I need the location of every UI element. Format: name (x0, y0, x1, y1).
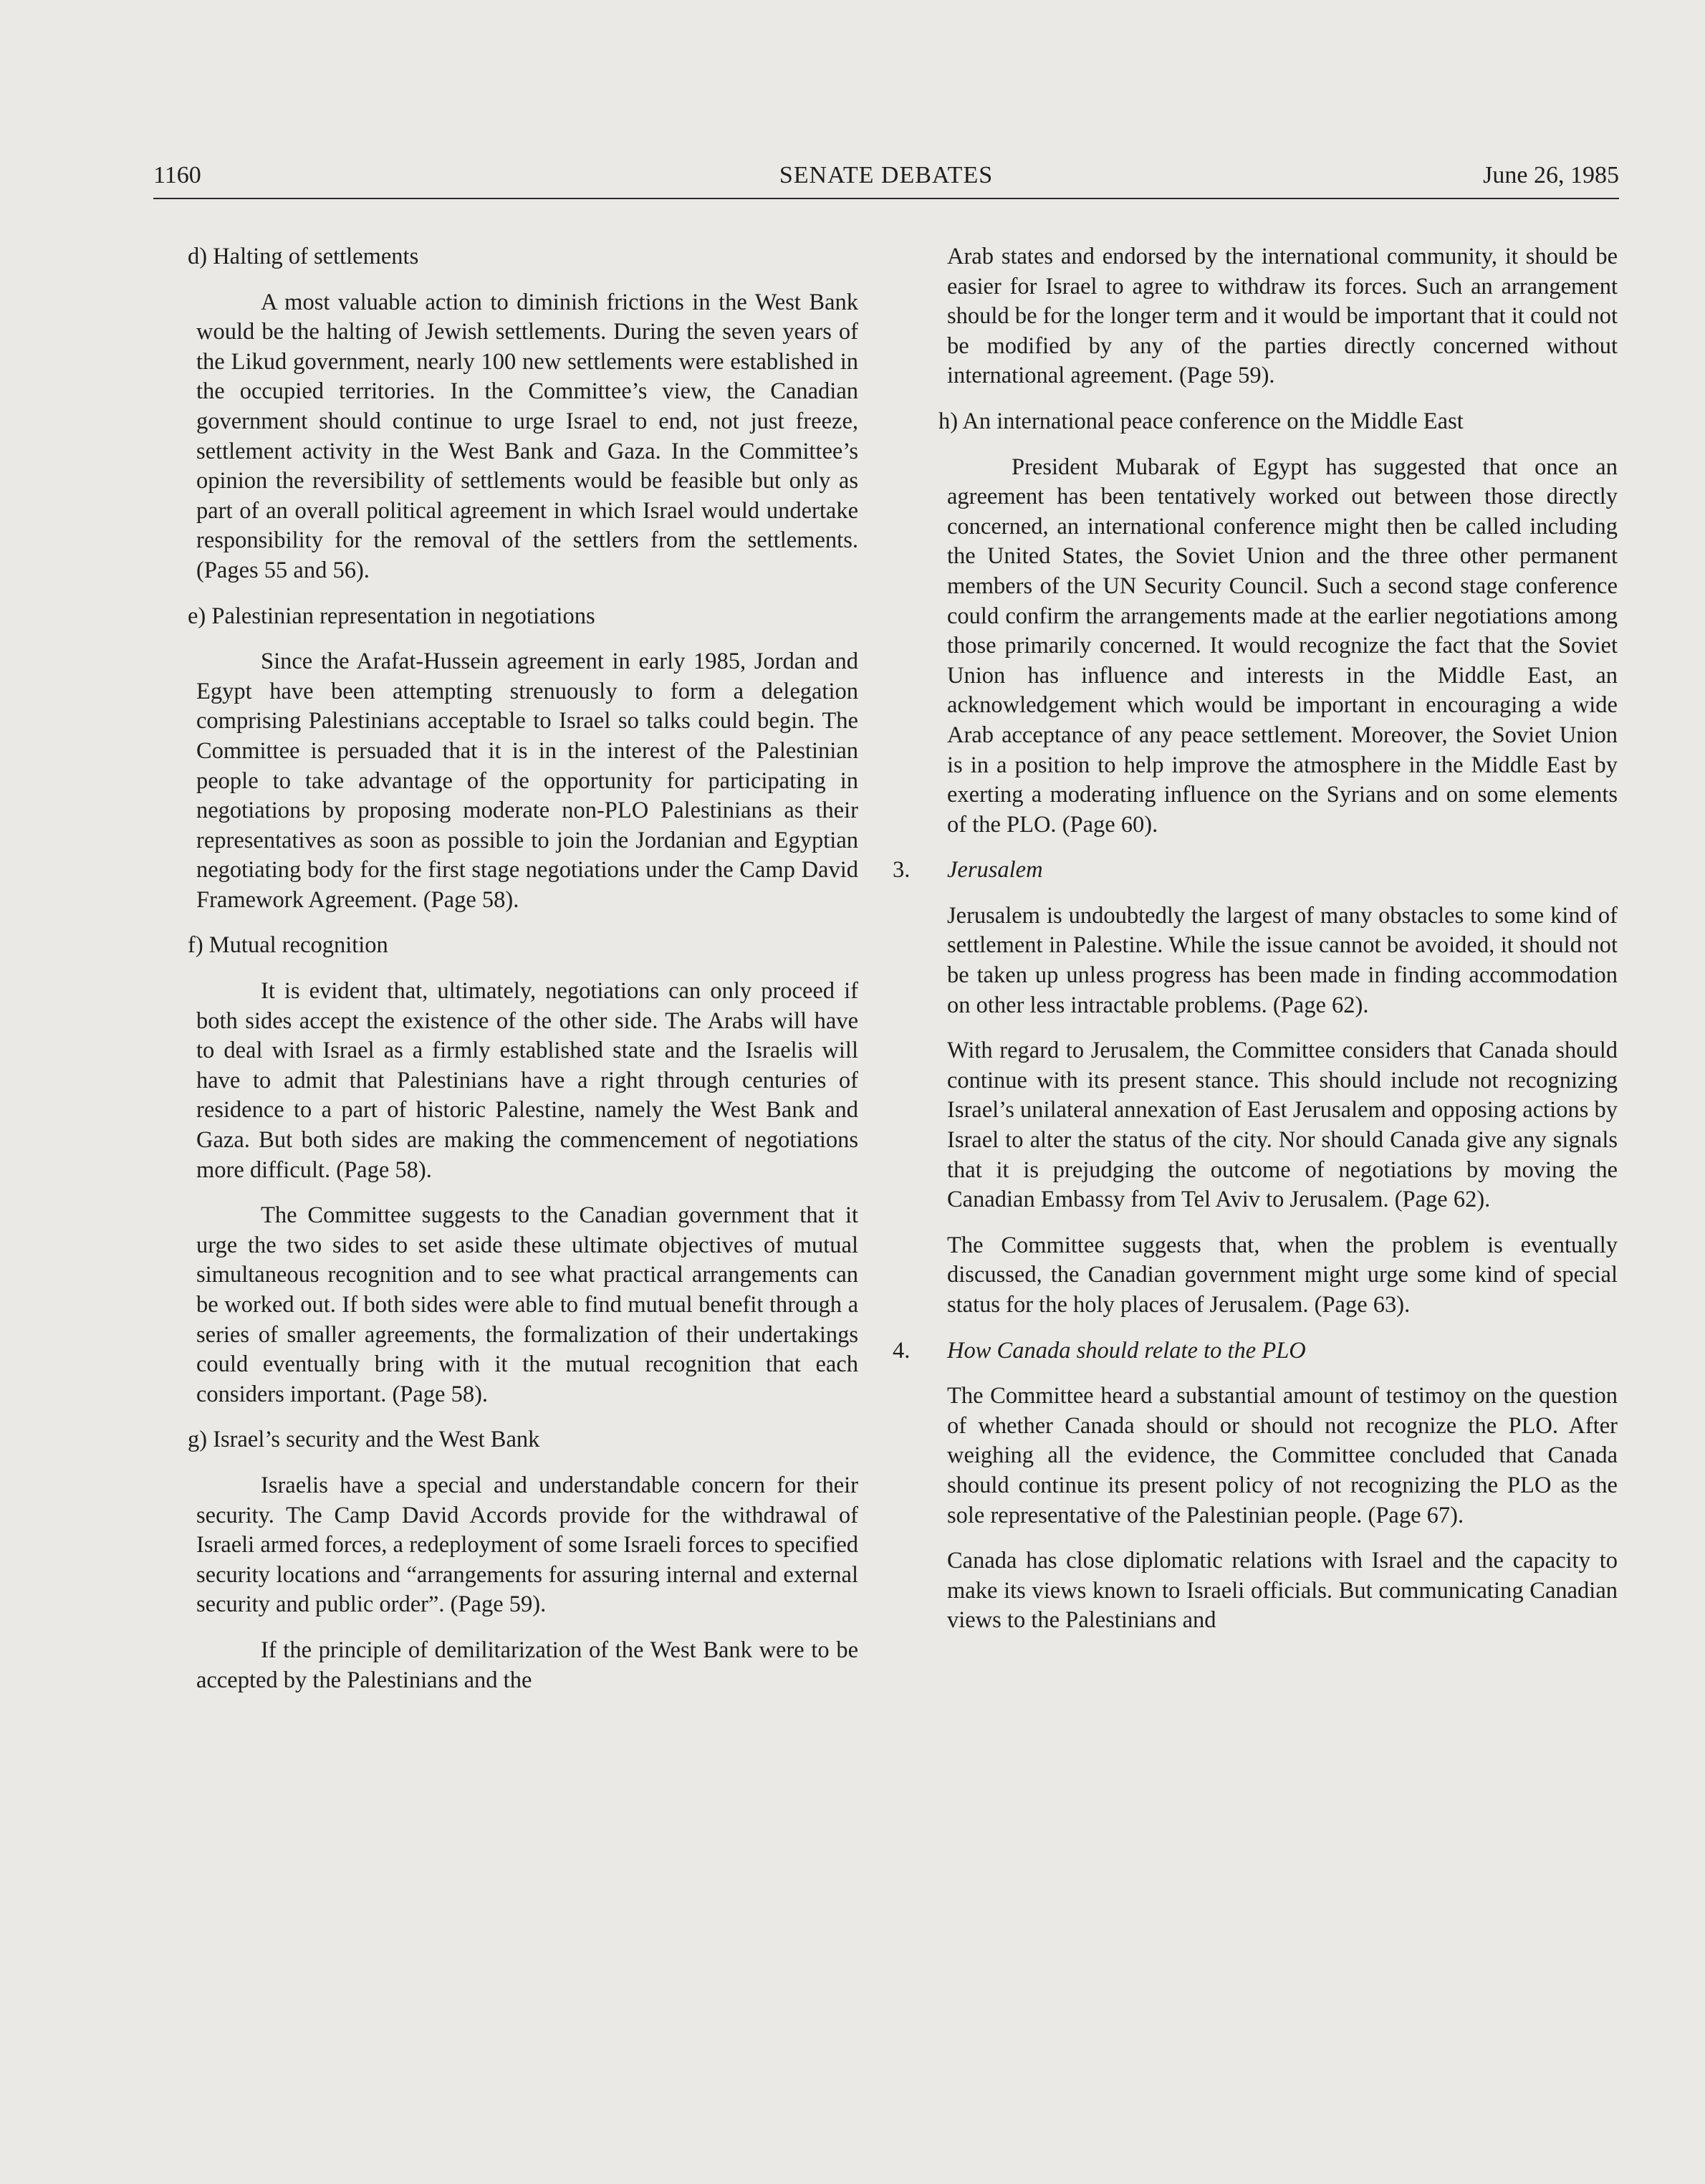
section-f-heading: f) Mutual recognition (188, 932, 388, 959)
section-h-paragraph: President Mubarak of Egypt has suggested that once an agreement has been tentatively worked out between those directly concerned, an international conference might then be called including the United States, the Soviet Union and the three other permanent members of the UN Security Council. Such a second stage conference could confirm the arrangements made at the earlier negotiations among those primarily concerned. It would recognize the fact that the Soviet Union has influence and interests in the Middle East, an acknowledgement which would be important in encouraging a wide Arab acceptance of any peace settlement. Moreover, the Soviet Union is in a position to help improve the atmosphere in the Middle East by exerting a moderating influence on the Syrians and on some elements of the PLO. (Page 60). (947, 454, 1618, 838)
section-f-paragraph-1: It is evident that, ultimately, negotiations can only proceed if both sides accept the existence of the other side. The Arabs will have to deal with Israel as a firmly established state and the Israelis will have to admit that Palestinians have a right through centuries of residence to a part of historic Palestine, namely the West Bank and Gaza. But both sides are making the commencement of negotiations more difficult. (Page 58). (196, 978, 858, 1183)
section-4-number: 4. (893, 1337, 911, 1364)
section-e-paragraph: Since the Arafat-Hussein agreement in early 1985, Jordan and Egypt have been attempting strenuously to form a delegation comprising Palestinians acceptable to Israel so talks could begin. The Committee is persuaded that it is in the interest of the Palestinian people to take advantage of the opportunity for participating in negotiations by proposing moderate non-PLO Palestinians as their representatives as soon as possible to join the Jordanian and Egyptian negotiating body for the first stage negotiations under the Camp David Framework Agreement. (Page 58). (196, 648, 858, 913)
section-g-heading: g) Israel’s security and the West Bank (188, 1427, 540, 1453)
section-g-paragraph-1: Israelis have a special and understandable concern for their security. The Camp David Accords provide for the withdrawal of Israeli armed forces, a redeployment of some Israeli forces to specified security locations and “arrangements for assuring internal and external security and public order”. (Page 59). (196, 1472, 858, 1618)
right-column (893, 242, 1618, 1652)
section-g-paragraph-2-continued: Arab states and endorsed by the international community, it should be easier for Israel to agree to withdraw its forces. Such an arrangement should be for the longer term and it would be important that it could not be modified by any of the parties directly concerned without international agreement. (Page 59). (947, 244, 1618, 389)
section-3-title: Jerusalem (947, 857, 1043, 883)
section-h-heading: h) An international peace conference on the Middle East (938, 408, 1464, 434)
page-header (153, 158, 1619, 199)
section-3-number: 3. (893, 857, 911, 883)
section-3-paragraph-2: With regard to Jerusalem, the Committee considers that Canada should continue with its present stance. This should include not recognizing Israel’s unilateral annexation of East Jerusalem and opposing actions by Israel to alter the status of the city. Nor should Canada give any signals that it is prejudging the outcome of negotiations by moving the Canadian Embassy from Tel Aviv to Jerusalem. (Page 62). (947, 1038, 1618, 1213)
section-e-heading: e) Palestinian representation in negotiations (188, 603, 595, 629)
section-4-title: How Canada should relate to the PLO (947, 1337, 1306, 1364)
section-3-heading (893, 856, 1618, 886)
section-d-paragraph: A most valuable action to diminish frictions in the West Bank would be the halting of Jewish settlements. During the seven years of the Likud government, nearly 100 new settlements were established in the occupied territories. In the Committee’s view, the Canadian government should continue to urge Israel to end, not just freeze, settlement activity in the West Bank and Gaza. In the Committee’s opinion the reversibility of settlements would be feasible but only as part of an overall political agreement in which Israel would undertake responsibility for the removal of the settlers from the settlements. (Pages 55 and 56). (196, 289, 858, 583)
section-4-heading (893, 1336, 1618, 1366)
section-g-paragraph-2: If the principle of demilitarization of the West Bank were to be accepted by the Palestinians and the (196, 1637, 858, 1693)
section-3-paragraph-3: The Committee suggests that, when the problem is eventually discussed, the Canadian government might urge some kind of special status for the holy places of Jerusalem. (Page 63). (947, 1232, 1618, 1318)
section-f-paragraph-2: The Committee suggests to the Canadian government that it urge the two sides to set aside these ultimate objectives of mutual simultaneous recognition and to see what practical arrangements can be worked out. If both sides were able to find mutual benefit through a series of smaller agreements, the formalization of their undertakings could eventually bring with it the mutual recognition that each considers important. (Page 58). (196, 1202, 858, 1407)
section-3-paragraph-1: Jerusalem is undoubtedly the largest of many obstacles to some kind of settlement in Palestine. While the issue cannot be avoided, it should not be taken up unless progress has been made in finding accommodation on other less intractable problems. (Page 62). (947, 902, 1618, 1018)
publication-title: SENATE DEBATES (779, 162, 994, 188)
publication-date: June 26, 1985 (1483, 162, 1619, 188)
left-column (188, 242, 858, 1711)
section-4-paragraph-2: Canada has close diplomatic relations with Israel and the capacity to make its views known to Israeli officials. But communicating Canadian views to the Palestinians and (947, 1548, 1618, 1634)
page-number: 1160 (153, 162, 201, 188)
section-d-heading: d) Halting of settlements (188, 244, 419, 269)
section-4-paragraph-1: The Committee heard a substantial amount of testimoy on the question of whether Canada should or should not recognize the PLO. After weighing all the evidence, the Committee concluded that Canada should continue its present policy of not recognizing the PLO as the sole representative of the Palestinian people. (Page 67). (947, 1383, 1618, 1528)
